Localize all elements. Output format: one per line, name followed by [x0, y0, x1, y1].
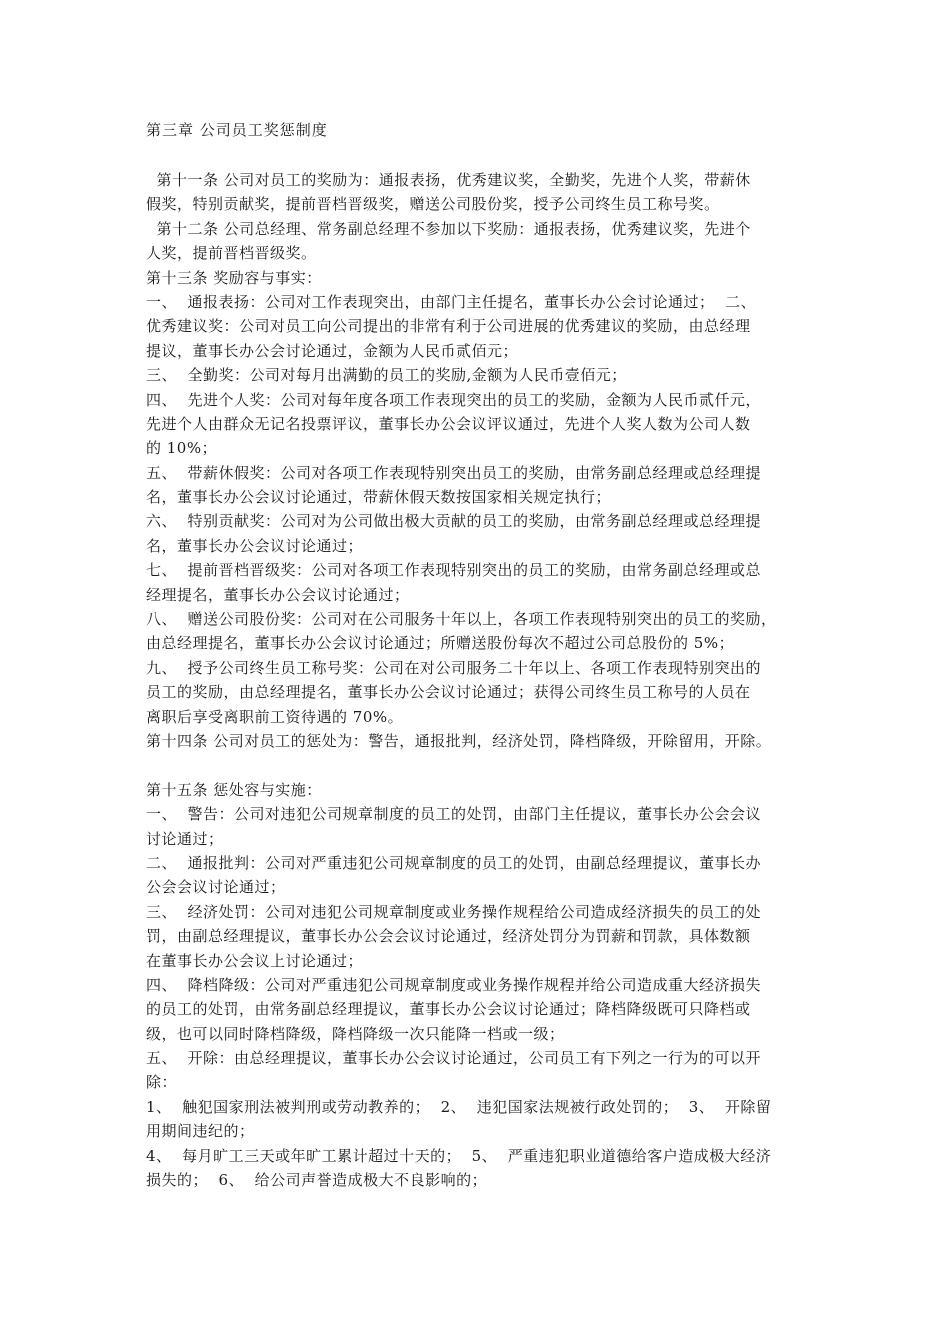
- text-line: 先进个人由群众无记名投票评议，董事长办公会议评议通过，先进个人奖人数为公司人数: [146, 414, 751, 433]
- text-line: 第十四条 公司对员工的惩处为：警告，通报批判，经济处罚，降档降级，开除留用，开除。: [146, 731, 772, 750]
- document-page: [146, 118, 818, 1192]
- text-line: 五、 开除：由总经理提议，董事长办公会议讨论通过，公司员工有下列之一行为的可以开: [146, 1049, 762, 1068]
- text-line: 三、 全勤奖：公司对每月出满勤的员工的奖励,金额为人民币壹佰元；: [146, 366, 627, 385]
- text-line: 员工的奖励，由总经理提名，董事长办公会议讨论通过；获得公司终生员工称号的人员在: [146, 683, 751, 702]
- text-line: 人奖，提前晋档晋级奖。: [146, 244, 317, 263]
- text-line: 第十一条 公司对员工的奖励为：通报表扬，优秀建议奖，全勤奖，先进个人奖，带薪休: [146, 171, 751, 189]
- text-line: 1、 触犯国家刑法被判刑或劳动教养的； 2、 违犯国家法规被行政处罚的； 3、 开除留: [146, 1097, 772, 1116]
- text-line: 由总经理提名，董事长办公会议讨论通过；所赠送股份每次不超过公司总股份的 5%；: [146, 634, 735, 653]
- text-line: 4、 每月旷工三天或年旷工累计超过十天的； 5、 严重违犯职业道德给客户造成极大经济: [146, 1146, 772, 1165]
- text-line: 第十三条 奖励容与事实：: [146, 268, 322, 287]
- text-line: 第十二条 公司总经理、常务副总经理不参加以下奖励：通报表扬，优秀建议奖，先进个: [146, 219, 751, 238]
- text-line: 七、 提前晋档晋级奖：公司对各项工作表现特别突出的员工的奖励，由常务副总经理或总: [146, 561, 762, 580]
- text-line: 名，董事长办公会议讨论通过；: [146, 536, 364, 555]
- text-line: 九、 授予公司终生员工称号奖：公司在对公司服务二十年以上、各项工作表现特别突出的: [146, 658, 762, 677]
- text-line: 六、 特别贡献奖：公司对为公司做出极大贡献的员工的奖励，由常务副总经理或总经理提: [146, 512, 762, 531]
- text-line: 的 10%；: [146, 439, 218, 458]
- text-line: 名，董事长办公会议讨论通过，带薪休假天数按国家相关规定执行；: [146, 488, 612, 507]
- text-line: 公会会议讨论通过；: [146, 878, 286, 897]
- text-line: 在董事长办公会议上讨论通过；: [146, 951, 364, 970]
- text-line: 用期间违纪的；: [146, 1122, 255, 1141]
- text-line: 级，也可以同时降档降级，降档降级一次只能降一档或一级；: [146, 1024, 565, 1043]
- text-line: 一、 通报表扬：公司对工作表现突出，由部门主任提名，董事长办公会讨论通过； 二、: [146, 292, 757, 311]
- chapter-title: 第三章 公司员工奖惩制度: [146, 121, 328, 139]
- text-line: 经理提名，董事长办公会议讨论通过；: [146, 585, 410, 604]
- text-line: 除：: [146, 1073, 178, 1092]
- text-line: 第十五条 惩处容与实施：: [146, 780, 322, 799]
- text-line: 二、 通报批判：公司对严重违犯公司规章制度的员工的处罚，由副总经理提议，董事长办: [146, 853, 762, 872]
- blank-line: [146, 753, 818, 777]
- text-line: 四、 先进个人奖：公司对每年度各项工作表现突出的员工的奖励，金额为人民币贰仟元，: [146, 390, 762, 409]
- text-line: 八、 赠送公司股份奖：公司对在公司服务十年以上，各项工作表现特别突出的员工的奖励，: [146, 610, 777, 629]
- text-line: 四、 降档降级：公司对严重违犯公司规章制度或业务操作规程并给公司造成重大经济损失: [146, 975, 762, 994]
- text-line: 五、 带薪休假奖：公司对各项工作表现特别突出员工的奖励，由常务副总经理或总经理提: [146, 463, 762, 482]
- text-line: 的员工的处罚，由常务副总经理提议，董事长办公会议讨论通过；降档降级既可只降档或: [146, 1000, 751, 1019]
- text-line: 一、 警告：公司对违犯公司规章制度的员工的处罚，由部门主任提议，董事长办公会会议: [146, 805, 762, 824]
- text-line: 三、 经济处罚：公司对违犯公司规章制度或业务操作规程给公司造成经济损失的员工的处: [146, 902, 762, 921]
- text-line: 优秀建议奖：公司对员工向公司提出的非常有利于公司进展的优秀建议的奖励，由总经理: [146, 317, 751, 336]
- text-line: 离职后享受离职前工资待遇的 70%。: [146, 707, 404, 726]
- text-line: 损失的； 6、 给公司声誉造成极大不良影响的；: [146, 1171, 488, 1190]
- text-line: 罚，由副总经理提议，董事长办公会会议讨论通过，经济处罚分为罚薪和罚款，具体数额: [146, 927, 751, 946]
- text-line: 讨论通过；: [146, 829, 224, 848]
- document-body: [146, 168, 818, 1192]
- text-line: 提议，董事长办公会讨论通过，金额为人民币贰佰元；: [146, 341, 519, 360]
- text-line: 假奖，特别贡献奖，提前晋档晋级奖，赠送公司股份奖，授予公司终生员工称号奖。: [146, 195, 720, 214]
